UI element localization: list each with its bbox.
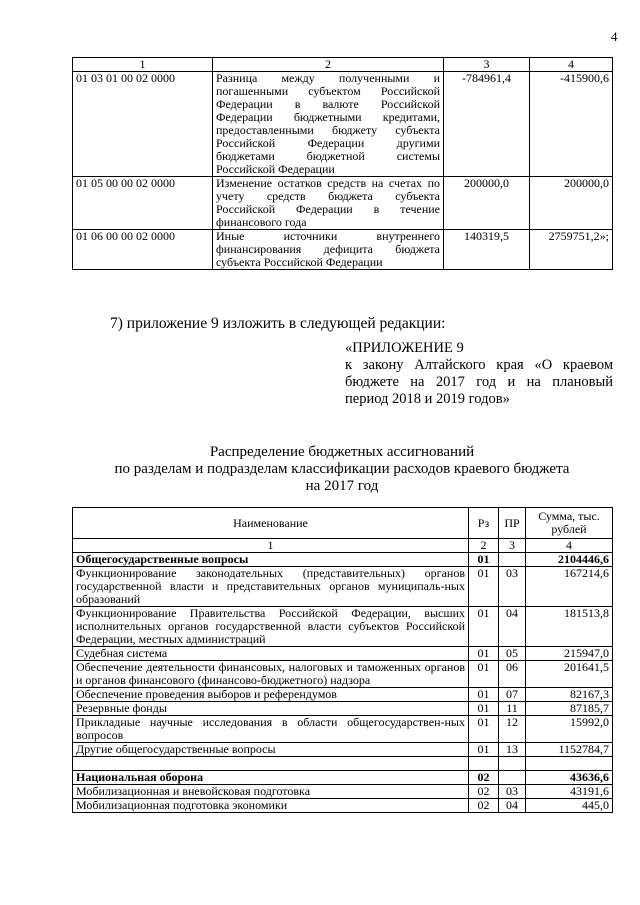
- rz-code-cell: 01: [469, 553, 499, 567]
- pr-code-cell: 04: [499, 607, 526, 647]
- source-code-cell: 01 03 01 00 02 0000: [73, 72, 213, 177]
- rz-code-cell: 01: [469, 647, 499, 661]
- rz-code-cell: 01: [469, 716, 499, 743]
- table-row: [73, 799, 613, 813]
- column-numbers-row: [73, 539, 613, 553]
- column-header-sum: Сумма, тыс. рублей: [526, 508, 613, 539]
- sources-table-body: [73, 58, 613, 270]
- table-row: [73, 743, 613, 757]
- value-2019-cell: -415900,6: [530, 72, 613, 177]
- rz-code-cell: 01: [469, 607, 499, 647]
- rz-code-cell: 01: [469, 661, 499, 688]
- pr-code-cell: [499, 771, 526, 785]
- amount-cell: 181513,8: [526, 607, 613, 647]
- item-name-cell: Другие общегосударственные вопросы: [73, 743, 469, 757]
- table-row: [73, 567, 613, 607]
- source-code-cell: 01 06 00 00 02 0000: [73, 230, 213, 270]
- pr-code-cell: 12: [499, 716, 526, 743]
- source-name-cell: Иные источники внутреннего финансирования дефицита бюджета субъекта Российской Федерации: [213, 230, 444, 270]
- appendix-header: [345, 340, 613, 408]
- value-2019-cell: 2759751,2»;: [530, 230, 613, 270]
- source-name-cell: Изменение остатков средств на счетах по учету средств бюджета субъекта Российской Федерации в течение финансового года: [213, 177, 444, 230]
- item-name-cell: Судебная система: [73, 647, 469, 661]
- item-name-cell: Национальная оборона: [73, 771, 469, 785]
- amount-cell: 2104446,6: [526, 553, 613, 567]
- empty-cell: [499, 757, 526, 771]
- rz-code-cell: 01: [469, 567, 499, 607]
- heading-line: на 2017 год: [305, 478, 379, 494]
- item-name-cell: Функционирование Правительства Российской Федерации, высших исполнительных органов государственной власти субъектов Российской Федерации, местных администраций: [73, 607, 469, 647]
- heading-line: по разделам и подразделам классификации расходов краевого бюджета: [114, 461, 570, 477]
- appendix-title: «ПРИЛОЖЕНИЕ 9: [345, 340, 464, 356]
- pr-code-cell: 11: [499, 702, 526, 716]
- item-name-cell: Мобилизационная подготовка экономики: [73, 799, 469, 813]
- allocations-table: [72, 507, 613, 813]
- column-header-name: Наименование: [73, 508, 469, 539]
- table-row: [73, 785, 613, 799]
- item-name-cell: Общегосударственные вопросы: [73, 553, 469, 567]
- table-row: [73, 647, 613, 661]
- item-name-cell: Обеспечение деятельности финансовых, налоговых и таможенных органов и органов финансового (финансово-бюджетного) надзора: [73, 661, 469, 688]
- pr-code-cell: 07: [499, 688, 526, 702]
- document-heading: [72, 444, 612, 495]
- rz-code-cell: 02: [469, 785, 499, 799]
- table-row: [73, 688, 613, 702]
- amount-cell: 201641,5: [526, 661, 613, 688]
- empty-row: [73, 757, 613, 771]
- pr-code-cell: 13: [499, 743, 526, 757]
- empty-cell: [73, 757, 469, 771]
- item-name-cell: Резервные фонды: [73, 702, 469, 716]
- rz-code-cell: 02: [469, 799, 499, 813]
- pr-code-cell: 03: [499, 567, 526, 607]
- section-row: [73, 553, 613, 567]
- source-name-cell: Разница между полученными и погашенными субъектом Российской Федерации в валюте Российской Федерации бюджетными кредитами, предоставленными бюджету субъекта Российской Федерации другими бюджетами бюджетной системы Российской Федерации: [213, 72, 444, 177]
- column-number: 2: [469, 539, 499, 553]
- table-row: [73, 702, 613, 716]
- amount-cell: 1152784,7: [526, 743, 613, 757]
- section-row: [73, 771, 613, 785]
- rz-code-cell: 01: [469, 688, 499, 702]
- value-2018-cell: 140319,5: [444, 230, 530, 270]
- amount-cell: 445,0: [526, 799, 613, 813]
- appendix-law-reference: к закону Алтайского края «О краевом бюджете на 2017 год и на плановый период 2018 и 2019 годов»: [345, 357, 613, 407]
- amount-cell: 167214,6: [526, 567, 613, 607]
- item-name-cell: Прикладные научные исследования в области общегосударствен-ных вопросов: [73, 716, 469, 743]
- table-row: [73, 177, 613, 230]
- table-row: [73, 72, 613, 177]
- pr-code-cell: 05: [499, 647, 526, 661]
- value-2019-cell: 200000,0: [530, 177, 613, 230]
- column-number: 1: [73, 539, 469, 553]
- value-2018-cell: 200000,0: [444, 177, 530, 230]
- table-row: [73, 230, 613, 270]
- pr-code-cell: [499, 553, 526, 567]
- empty-cell: [469, 757, 499, 771]
- column-number: 3: [444, 58, 530, 72]
- column-number: 3: [499, 539, 526, 553]
- item-name-cell: Мобилизационная и вневойсковая подготовка: [73, 785, 469, 799]
- amount-cell: 43636,6: [526, 771, 613, 785]
- table-row: [73, 661, 613, 688]
- table-header-row: [73, 508, 613, 539]
- amount-cell: 87185,7: [526, 702, 613, 716]
- column-header-pr: ПР: [499, 508, 526, 539]
- column-number: 1: [73, 58, 213, 72]
- amount-cell: 43191,6: [526, 785, 613, 799]
- sources-table: [72, 57, 613, 270]
- paragraph-7: 7) приложение 9 изложить в следующей редакции:: [110, 315, 446, 332]
- value-2018-cell: -784961,4: [444, 72, 530, 177]
- amount-cell: 82167,3: [526, 688, 613, 702]
- pr-code-cell: 03: [499, 785, 526, 799]
- item-name-cell: Функционирование законодательных (представительных) органов государственной власти и представительных органов муниципаль-ных образований: [73, 567, 469, 607]
- pr-code-cell: 06: [499, 661, 526, 688]
- pr-code-cell: 04: [499, 799, 526, 813]
- column-number: 4: [526, 539, 613, 553]
- rz-code-cell: 02: [469, 771, 499, 785]
- table-row: [73, 716, 613, 743]
- amount-cell: 15992,0: [526, 716, 613, 743]
- amount-cell: 215947,0: [526, 647, 613, 661]
- column-header-rz: Рз: [469, 508, 499, 539]
- rz-code-cell: 01: [469, 702, 499, 716]
- page-number: 4: [611, 29, 618, 44]
- table-row: [73, 607, 613, 647]
- item-name-cell: Обеспечение проведения выборов и референдумов: [73, 688, 469, 702]
- heading-line: Распределение бюджетных ассигнований: [209, 444, 475, 460]
- column-number: 4: [530, 58, 613, 72]
- allocations-table-body: [73, 508, 613, 813]
- table-header-row: [73, 58, 613, 72]
- empty-cell: [526, 757, 613, 771]
- source-code-cell: 01 05 00 00 02 0000: [73, 177, 213, 230]
- column-number: 2: [213, 58, 444, 72]
- rz-code-cell: 01: [469, 743, 499, 757]
